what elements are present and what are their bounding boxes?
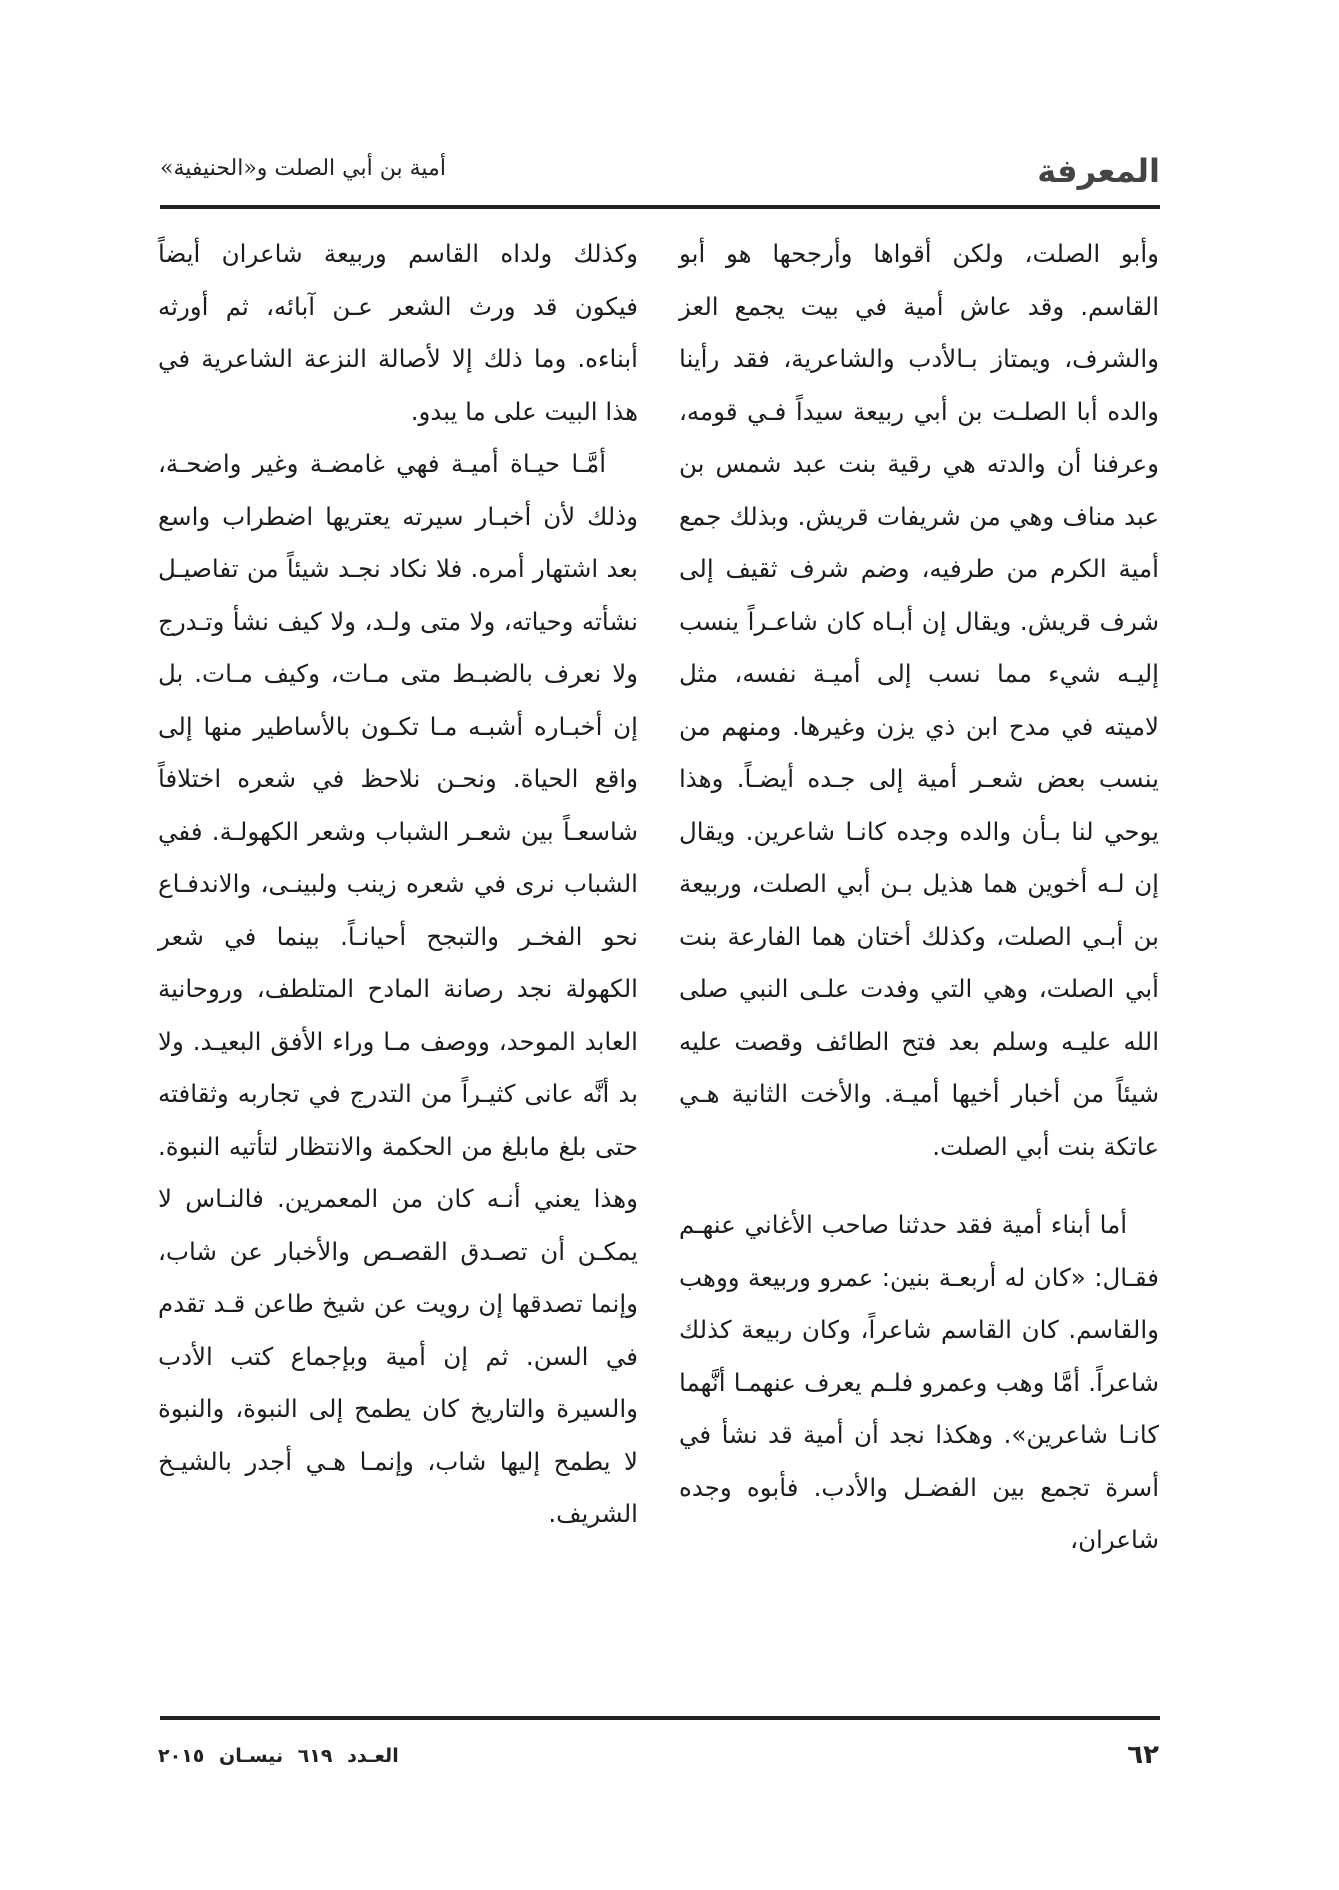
text-column-left <box>158 228 638 1541</box>
paragraph: أما أبناء أمية فقد حدثنا صاحب الأغاني عنهـم فقـال: «كان له أربعـة بنين: عمرو وربيعة ووهب والقاسم. كان القاسم شاعراً، وكان ربيعة كذلك شاعراً. أمَّا وهب وعمرو فلـم يعرف عنهمـا أنَّهما كانـا شاعرين». وهكذا نجد أن أمية قد نشأ في أسرة تجمع بين الفضـل والأدب. فأبوه وجده شاعران، <box>679 1210 1159 1554</box>
paragraph: وأبو الصلت، ولكن أقواها وأرجحها هو أبو القاسم. وقد عاش أمية في بيت يجمع العز والشرف، ويمتاز بـالأدب والشاعرية، فقد رأينا والده أبا الصلـت بن أبي ربيعة سيداً فـي قومه، وعرفنا أن والدته هي رقية بنت عبد شمس بن عبد مناف وهي من شريفات قريش. وبذلك جمع أمية الكرم من طرفيه، وضم شرف ثقيف إلى شرف قريش. ويقال إن أبـاه كان شاعـراً ينسب إليـه شيء مما نسب إلى أميـة نفسه، مثل لاميته في مدح ابن ذي يزن وغيرها. ومنهم من ينسب بعض شعـر أمية إلى جـده أيضـاً. وهذا يوحي لنا بـأن والده وجده كانـا شاعرين. ويقال إن لـه أخوين هما هذيل بـن أبي الصلت، وربيعة بن أبـي الصلت، وكذلك أختان هما الفارعة بنت أبي الصلت، وهي التي وفدت علـى النبي صلى الله عليـه وسلم بعد فتح الطائف وقصت عليه شيئاً من أخبار أخيها أميـة. والأخت الثانية هـي عاتكة بنت أبي الصلت. <box>679 239 1159 1161</box>
text-column-right <box>679 228 1159 1567</box>
paragraph: أمَّـا حيـاة أميـة فهي غامضـة وغير واضحـة، وذلك لأن أخبـار سيرته يعتريها اضطراب واسع بعد اشتهار أمره. فلا نكاد نجـد شيئاً من تفاصيـل نشأته وحياته، ولا متى ولـد، ولا كيف نشأ وتـدرج ولا نعرف بالضبـط متى مـات، وكيف مـات. بل إن أخبـاره أشبـه مـا تكـون بالأساطير منها إلى واقع الحياة. ونحـن نلاحظ في شعره اختلافاً شاسعـاً بين شعـر الشباب وشعر الكهولـة. ففي الشباب نرى في شعره زينب ولبينـى، والاندفـاع نحو الفخـر والتبجح أحيانـاً. بينما في شعر الكهولة نجد رصانة المادح المتلطف، وروحانية العابد الموحد، ووصف مـا وراء الأفق البعيـد. ولا بد أنَّه عانى كثيـراً من التدرج في تجاربه وثقافته حتى بلغ مابلغ من الحكمة والانتظار لتأتيه النبوة. وهذا يعني أنـه كان من المعمرين. فالنـاس لا يمكـن أن تصـدق القصـص والأخبار عن شاب، وإنما تصدقها إن رويت عن شيخ طاعن قـد تقدم في السن. ثم إن أمية وبإجماع كتب الأدب والسيرة والتاريخ كان يطمح إلى النبوة، والنبوة لا يطمح إليها شاب، وإنمـا هـي أجدر بالشيـخ الشريف. <box>158 449 638 1528</box>
header-divider <box>160 205 1160 209</box>
page-header <box>160 150 1160 190</box>
magazine-masthead-logo: المعرفة <box>1037 152 1160 190</box>
running-title: أمية بن أبي الصلت و«الحنيفية» <box>160 156 446 181</box>
paragraph: وكذلك ولداه القاسم وربيعة شاعران أيضاً فيكون قد ورث الشعر عـن آبائه، ثم أورثه أبناءه. وما ذلك إلا لأصالة النزعة الشاعرية في هذا البيت على ما يبدو. <box>158 239 638 426</box>
footer-divider <box>160 1716 1160 1720</box>
issue-info: العـدد ٦١٩ نيسـان ٢٠١٥ <box>158 1745 399 1767</box>
page-number: ٦٢ <box>1127 1740 1159 1770</box>
